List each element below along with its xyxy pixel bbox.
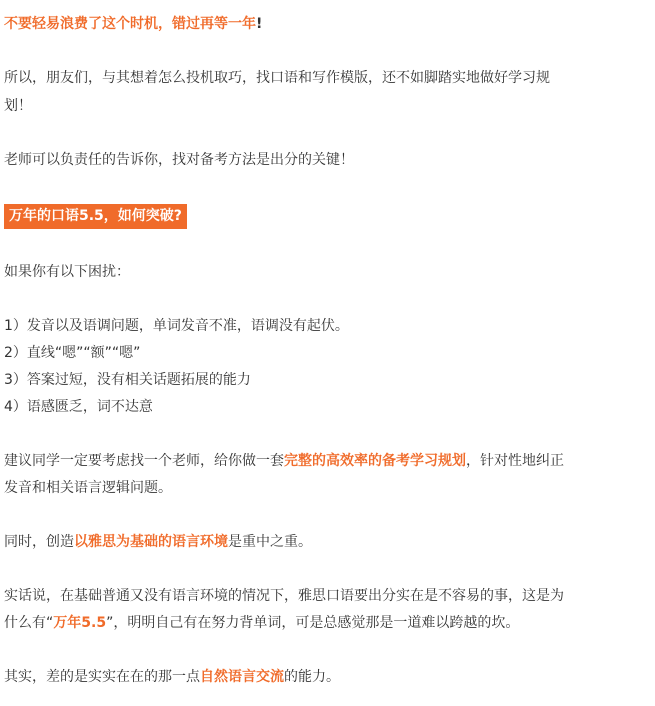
reality-text-end: ”，明明自己有在努力背单词，可是总感觉那是一道难以跨越的坎。 [106,615,520,631]
reality-text: 什么有“ [4,615,54,631]
intro-text: 如果你有以下困扰： [4,264,130,280]
environment-text-end: 是重中之重。 [228,534,312,550]
environment-highlight: 以雅思为基础的语言环境 [74,534,228,550]
reality-line-2 [4,613,519,633]
advice-line-2: 发音和相关语言逻辑问题。 [4,480,172,496]
advice-text: 建议同学一定要考虑找一个老师，给你做一套 [4,453,284,469]
conclusion-highlight: 自然语言交流 [200,669,284,685]
conclusion-paragraph [4,667,340,687]
headline [4,14,262,34]
list-item: 2）直线“嗯”“额”“嗯” [4,345,141,361]
list-item: 1）发音以及语调问题，单词发音不准，语调没有起伏。 [4,318,349,334]
paragraph: 老师可以负责任的告诉你，找对备考方法是出分的关键！ [4,152,354,168]
advice-highlight: 完整的高效率的备考学习规划 [284,453,466,469]
section-heading: 万年的口语5.5，如何突破? [4,204,187,229]
conclusion-text-end: 的能力。 [284,669,340,685]
environment-paragraph [4,532,312,552]
reality-highlight: 万年5.5 [53,615,107,631]
list-item: 3）答案过短，没有相关话题拓展的能力 [4,372,251,388]
environment-text: 同时，创造 [4,534,74,550]
list-item: 4）语感匮乏，词不达意 [4,399,153,415]
reality-line-1: 实话说，在基础普通又没有语言环境的情况下，雅思口语要出分实在是不容易的事，这是为 [4,588,564,604]
advice-text-end: ，针对性地纠正 [466,453,564,469]
headline-text: 不要轻易浪费了这个时机，错过再等一年 [4,16,256,32]
paragraph-line: 划！ [4,98,32,114]
conclusion-text: 其实，差的是实实在在的那一点 [4,669,200,685]
advice-paragraph [4,451,564,471]
headline-mark: ! [256,16,263,32]
paragraph-line: 所以，朋友们，与其想着怎么投机取巧，找口语和写作模版，还不如脚踏实地做好学习规 [4,70,550,86]
